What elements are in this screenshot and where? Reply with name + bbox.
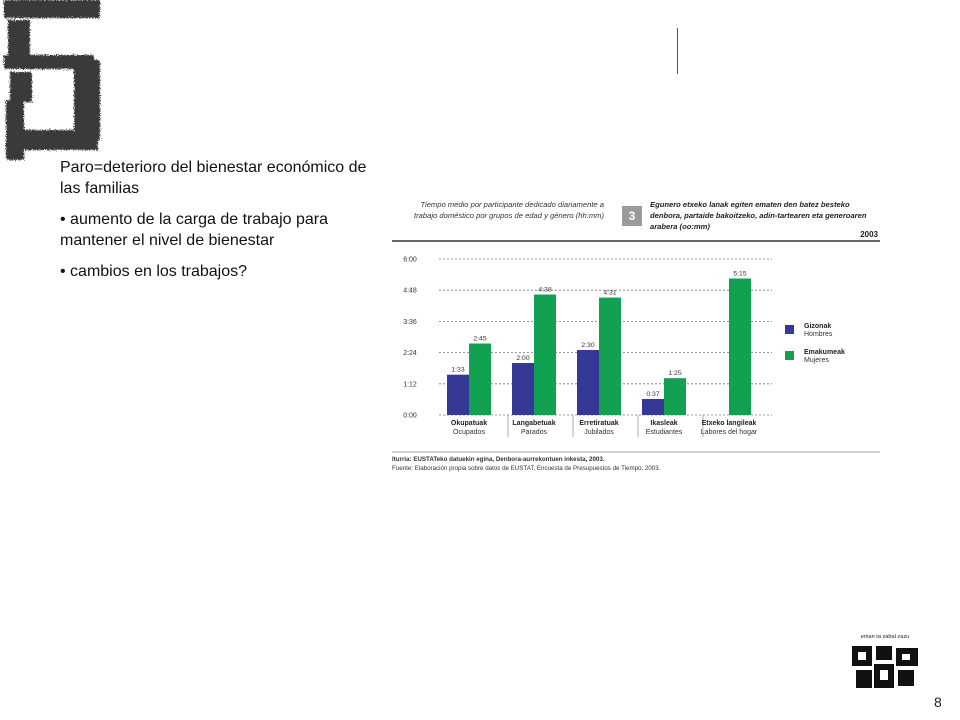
bar-value-label: 0:37: [646, 390, 660, 398]
chart-number-badge: 3: [622, 206, 642, 226]
bar-emakumeak: [534, 295, 556, 415]
category-label-eu: Okupatuak: [450, 420, 488, 427]
y-tick-label: 6:00: [403, 256, 417, 264]
legend-label-eu: Gizonak: [804, 323, 832, 330]
page-number: 8: [934, 694, 942, 710]
bar-emakumeak: [729, 279, 751, 416]
y-tick-label: 0:00: [403, 412, 417, 420]
vertical-divider: [677, 28, 678, 74]
source-es: Fuente: Elaboración propia sobre datos de EUSTAT, Encuesta de Presupuestos de Tiempo, 2003.: [392, 465, 661, 472]
category-label-es: Parados: [520, 429, 548, 436]
bar-value-label: 5:15: [733, 270, 747, 278]
decorative-brush-digit: [0, 0, 110, 165]
bar-gizonak: [447, 375, 469, 415]
bullet-3: • cambios en los trabajos?: [60, 263, 248, 280]
category-label-eu: Etxeko langileak: [701, 420, 757, 427]
bar-value-label: 4:31: [603, 289, 617, 297]
category-label-eu: Ikasleak: [650, 420, 678, 427]
bullet-list: [60, 157, 370, 292]
chart-year: 2003: [860, 230, 878, 239]
bar-value-label: 2:45: [473, 335, 487, 343]
bar-value-label: 2:30: [581, 342, 595, 349]
chart-figure: [392, 193, 880, 478]
bar-value-label: 2:00: [516, 355, 530, 362]
bar-value-label: 1:33: [451, 366, 465, 374]
y-tick-label: 2:24: [403, 350, 417, 358]
category-label-es: Ocupados: [453, 429, 485, 436]
chart-title-es: Tiempo medio por participante dedicado diariamente a trabajo doméstico por grupos de edad y género (hh:mm): [414, 200, 604, 220]
legend-label-es: Hombres: [804, 331, 833, 338]
legend-label-es: Mujeres: [804, 357, 829, 364]
chart-source: [392, 455, 880, 473]
bar-emakumeak: [664, 378, 686, 415]
y-tick-label: 3:36: [403, 318, 417, 326]
bar-gizonak: [642, 399, 664, 415]
logo-motto: eman ta zabal zazu: [860, 634, 910, 640]
legend-swatch: [785, 325, 794, 334]
university-logo: [850, 634, 920, 692]
legend-swatch: [785, 351, 794, 360]
legend-label-eu: Emakumeak: [804, 349, 845, 356]
category-label-es: Labores del hogar: [700, 429, 758, 436]
bar-value-label: 4:38: [538, 286, 552, 294]
category-label-es: Jubilados: [584, 429, 614, 436]
chart-title-eu: Egunero etxeko lanak egiten ematen den batez besteko denbora, partaide bakoitzeko, adin-tartearen eta generoaren arabera (oo:mm): [650, 200, 867, 231]
bar-gizonak: [512, 363, 534, 415]
y-tick-label: 4:48: [403, 287, 417, 295]
logo-icon: [850, 642, 920, 694]
category-label-eu: Langabetuak: [512, 420, 556, 427]
bar-gizonak: [577, 350, 599, 415]
bullet-2: • aumento de la carga de trabajo para mantener el nivel de bienestar: [60, 211, 328, 249]
category-label-es: Estudiantes: [645, 429, 683, 436]
bar-emakumeak: [599, 298, 621, 415]
bar-emakumeak: [469, 344, 491, 416]
bar-chart: [392, 193, 880, 455]
source-eu: Iturria: EUSTATeko datuekin egina, Denbora-aurrekontuen inkesta, 2003.: [392, 456, 605, 463]
y-tick-label: 1:12: [403, 381, 417, 389]
category-label-eu: Erretiratuak: [579, 420, 619, 427]
bullet-1: Paro=deterioro del bienestar económico de las familias: [60, 159, 367, 197]
bar-value-label: 1:25: [668, 370, 682, 378]
